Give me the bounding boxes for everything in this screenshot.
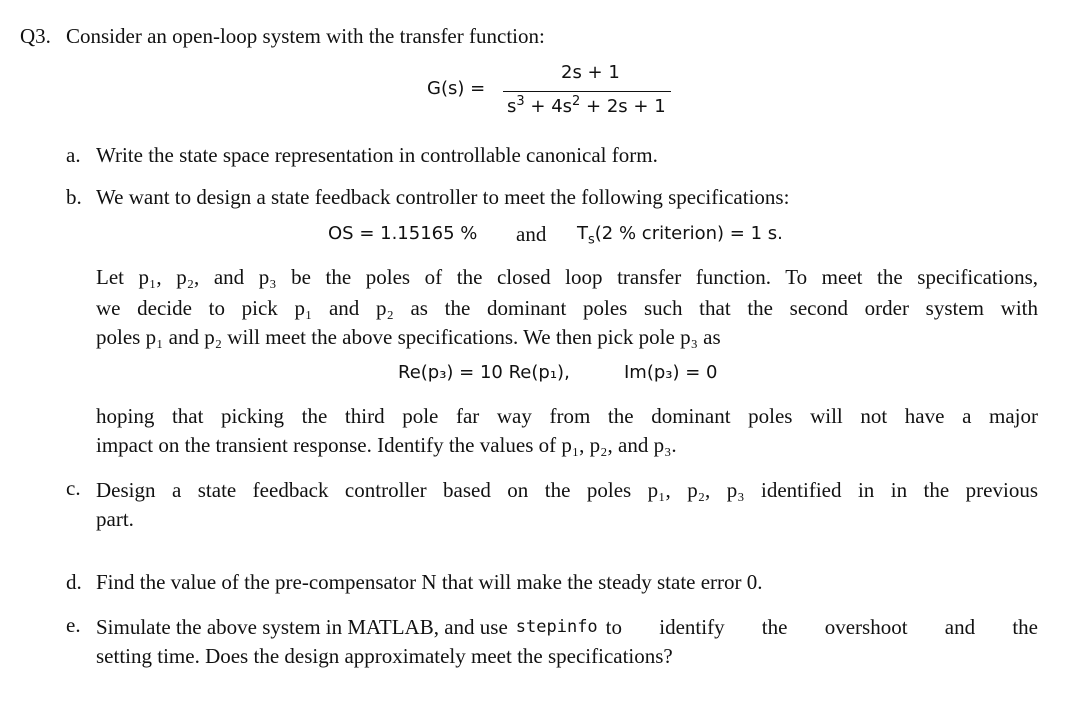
part-c-label: c.	[66, 476, 81, 500]
question-intro: Consider an open-loop system with the transfer function:	[66, 24, 545, 48]
part-b-para1-line3: poles p₁ and p₂ will meet the above specifications. We then pick pole p₃ as	[96, 325, 721, 349]
part-c-line1: Design a state feedback controller based on the poles p₁, p₂, p₃ identified in in the previous	[96, 478, 1038, 502]
part-e-post: to identify the overshoot and the	[605, 615, 1038, 639]
part-b-para1-line2: we decide to pick p₁ and p₂ as the dominant poles such that the second order system with	[96, 296, 1038, 320]
part-a-label: a.	[66, 143, 81, 167]
part-c-line2: part.	[96, 507, 134, 531]
part-b-para2-line2: impact on the transient response. Identify the values of p₁, p₂, and p₃.	[96, 433, 677, 457]
part-e-label: e.	[66, 613, 81, 637]
spec-overshoot: OS = 1.15165 %	[328, 223, 478, 244]
pole-imag-equation: Im(p₃) = 0	[624, 362, 718, 383]
stepinfo-code: stepinfo	[515, 617, 598, 637]
part-b-para1-line1: Let p₁, p₂, and p₃ be the poles of the closed loop transfer function. To meet the specifications,	[96, 265, 1038, 289]
part-b-para2-line1: hoping that picking the third pole far way from the dominant poles will not have a major	[96, 404, 1038, 428]
spec-and: and	[516, 222, 547, 246]
part-e-pre: Simulate the above system in MATLAB, and use	[96, 615, 508, 639]
tf-lhs: G(s) =	[427, 78, 486, 99]
part-e-line1	[96, 615, 1038, 640]
tf-numerator: 2s + 1	[561, 62, 620, 83]
tf-fraction-bar	[503, 91, 671, 92]
spec-settling-time: $T_s(2$ % criterion) = 1 s.	[577, 223, 783, 248]
part-b-label: b.	[66, 185, 82, 209]
part-a-text: Write the state space representation in controllable canonical form.	[96, 143, 658, 167]
part-b-text: We want to design a state feedback controller to meet the following specifications:	[96, 185, 790, 209]
part-d-text: Find the value of the pre-compensator N that will make the steady state error 0.	[96, 570, 763, 594]
tf-denominator: $s^3 + 4s^2 + 2s + 1$	[507, 94, 666, 117]
pole-real-equation: Re(p₃) = 10 Re(p₁),	[398, 362, 570, 383]
part-e-line2: setting time. Does the design approximately meet the specifications?	[96, 644, 673, 668]
part-d-label: d.	[66, 570, 82, 594]
question-number: Q3.	[20, 24, 51, 48]
